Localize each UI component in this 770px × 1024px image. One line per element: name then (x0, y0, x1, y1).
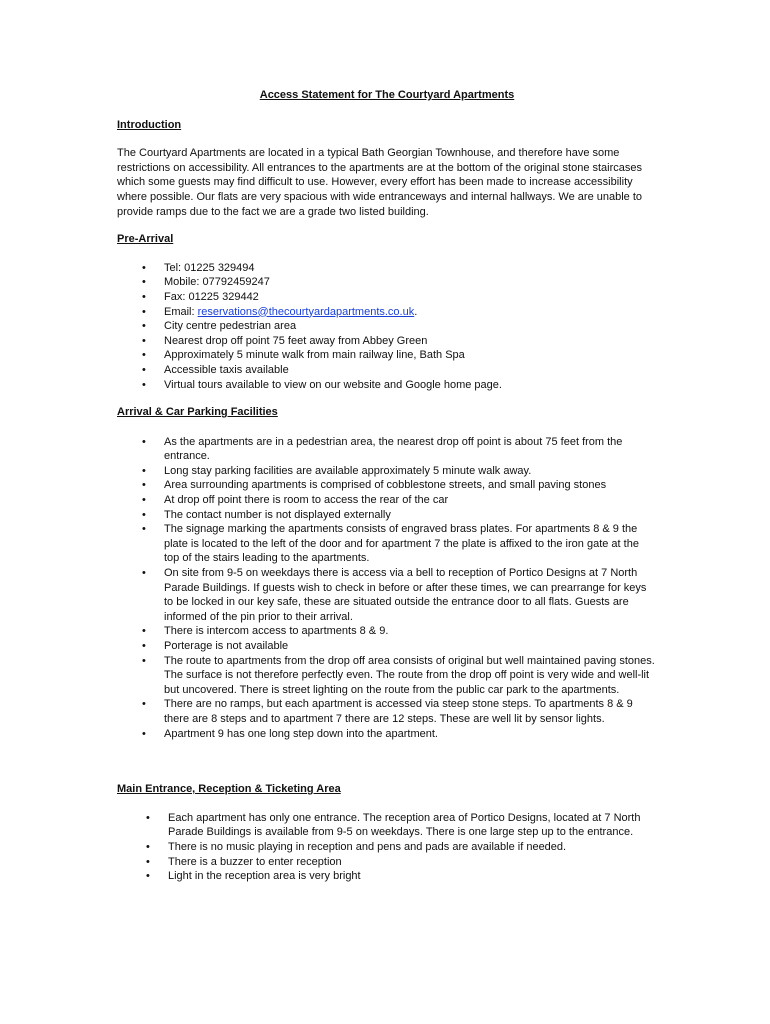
bullet-icon: • (142, 654, 146, 667)
list-item-text: On site from 9-5 on weekdays there is access via a bell to reception of Portico Designs at 7 North Parade Buildings. If guests wish to check in before or after these times, we can prearrange for keys to be locked in our key safe, these are situated outside the entrance door to all flats. Guests are informed of the pin prior to their arrival. (164, 567, 647, 623)
bullet-icon: • (142, 363, 146, 376)
bullet-icon: • (142, 625, 146, 638)
list-item (117, 334, 657, 349)
list-item (117, 464, 657, 479)
list-item (117, 522, 657, 566)
list-item (117, 624, 657, 639)
bullet-icon: • (142, 567, 146, 580)
list-item (117, 639, 657, 654)
bullet-icon: • (142, 261, 146, 274)
introduction-heading: Introduction (117, 118, 182, 131)
bullet-icon: • (142, 727, 146, 740)
list-item (117, 811, 657, 840)
bullet-icon: • (142, 479, 146, 492)
bullet-icon: • (142, 494, 146, 507)
list-item-text: The route to apartments from the drop off area consists of original but well maintained paving stones. The surface is not therefore perfectly even. The route from the drop off point is very wide and well-lit but uncovered. There is street lighting on the route from the public car park to the apartments. (164, 654, 655, 696)
list-item (117, 697, 657, 726)
bullet-icon: • (142, 698, 146, 711)
list-item-text: As the apartments are in a pedestrian area, the nearest drop off point is about 75 feet from the entrance. (164, 435, 623, 463)
list-item-text: There is a buzzer to enter reception (168, 855, 342, 868)
list-item-text: Light in the reception area is very bright (168, 870, 361, 883)
email-link[interactable]: reservations@thecourtyardapartments.co.uk (197, 305, 415, 318)
tel-text: Tel: 01225 329494 (164, 261, 255, 274)
bullet-icon: • (142, 378, 146, 391)
pre-arrival-list (117, 261, 657, 392)
list-item-text: Apartment 9 has one long step down into the apartment. (164, 727, 438, 740)
list-item-text: City centre pedestrian area (164, 320, 297, 333)
email-label: Email: (164, 305, 198, 318)
bullet-icon: • (142, 334, 146, 347)
list-item-text: At drop off point there is room to access the rear of the car (164, 494, 449, 507)
section-spacer (117, 741, 657, 782)
list-item (117, 305, 657, 320)
list-item-text: The contact number is not displayed externally (164, 508, 391, 521)
bullet-icon: • (142, 349, 146, 362)
arrival-list (117, 435, 657, 741)
bullet-icon: • (142, 464, 146, 477)
list-item-text: Virtual tours available to view on our website and Google home page. (164, 378, 502, 391)
list-item (117, 348, 657, 363)
main-entrance-list (117, 811, 657, 884)
email-suffix: . (414, 305, 418, 318)
list-item (117, 261, 657, 276)
list-item-text: There is no music playing in reception and pens and pads are available if needed. (168, 840, 567, 853)
list-item (117, 840, 657, 855)
bullet-icon: • (142, 305, 146, 318)
list-item (117, 275, 657, 290)
list-item (117, 378, 657, 393)
fax-text: Fax: 01225 329442 (164, 290, 259, 303)
bullet-icon: • (146, 840, 150, 853)
list-item-text: Accessible taxis available (164, 363, 289, 376)
list-item (117, 855, 657, 870)
list-item (117, 319, 657, 334)
bullet-icon: • (146, 811, 150, 824)
bullet-icon: • (146, 855, 150, 868)
pre-arrival-heading: Pre-Arrival (117, 233, 174, 246)
bullet-icon: • (142, 523, 146, 536)
list-item (117, 566, 657, 624)
list-item (117, 290, 657, 305)
list-item-text: There are no ramps, but each apartment is accessed via steep stone steps. To apartments 8 & 9 there are 8 steps and to apartment 7 there are 12 steps. These are well lit by sensor lights. (164, 698, 633, 725)
bullet-icon: • (142, 290, 146, 303)
list-item-text: Area surrounding apartments is comprised of cobblestone streets, and small paving stones (164, 479, 607, 492)
document-title: Access Statement for The Courtyard Apartments (259, 89, 515, 101)
mobile-text: Mobile: 07792459247 (164, 276, 270, 289)
list-item (117, 363, 657, 378)
list-item (117, 478, 657, 493)
bullet-icon: • (142, 640, 146, 652)
list-item-text: Long stay parking facilities are available approximately 5 minute walk away. (164, 464, 532, 477)
list-item-text: Porterage is not available (164, 640, 289, 652)
list-item (117, 727, 657, 742)
bullet-icon: • (142, 320, 146, 333)
list-item-text: Approximately 5 minute walk from main railway line, Bath Spa (164, 349, 465, 362)
bullet-icon: • (142, 435, 146, 448)
introduction-text: The Courtyard Apartments are located in a typical Bath Georgian Townhouse, and therefore have some restrictions on accessibility. All entrances to the apartments are at the bottom of the original stone staircases which some guests may find difficult to use. However, every effort has been made to increase accessibility where possible. Our flats are very spacious with wide entranceways and internal hallways. We are unable to provide ramps due to the fact we are a grade two listed building. (117, 147, 643, 218)
list-item (117, 869, 657, 884)
bullet-icon: • (142, 276, 146, 289)
list-item-text: The signage marking the apartments consists of engraved brass plates. For apartments 8 & 9 the plate is located to the left of the door and for apartment 7 the plate is affixed to the iron gate at the top of the stairs leading to the apartments. (164, 523, 639, 565)
bullet-icon: • (146, 870, 150, 883)
list-item (117, 493, 657, 508)
list-item-text: Nearest drop off point 75 feet away from Abbey Green (164, 334, 428, 347)
list-item-text: There is intercom access to apartments 8 & 9. (164, 625, 389, 638)
document-content (117, 88, 657, 884)
list-item-text: Each apartment has only one entrance. The reception area of Portico Designs, located at 7 North Parade Buildings is available from 9-5 on weekdays. There is one large step up to the entrance. (168, 811, 641, 839)
bullet-icon: • (142, 508, 146, 521)
main-entrance-heading: Main Entrance, Reception & Ticketing Area (117, 783, 341, 796)
arrival-heading: Arrival & Car Parking Facilities (117, 406, 278, 419)
list-item (117, 435, 657, 464)
list-item (117, 654, 657, 698)
list-item (117, 508, 657, 523)
